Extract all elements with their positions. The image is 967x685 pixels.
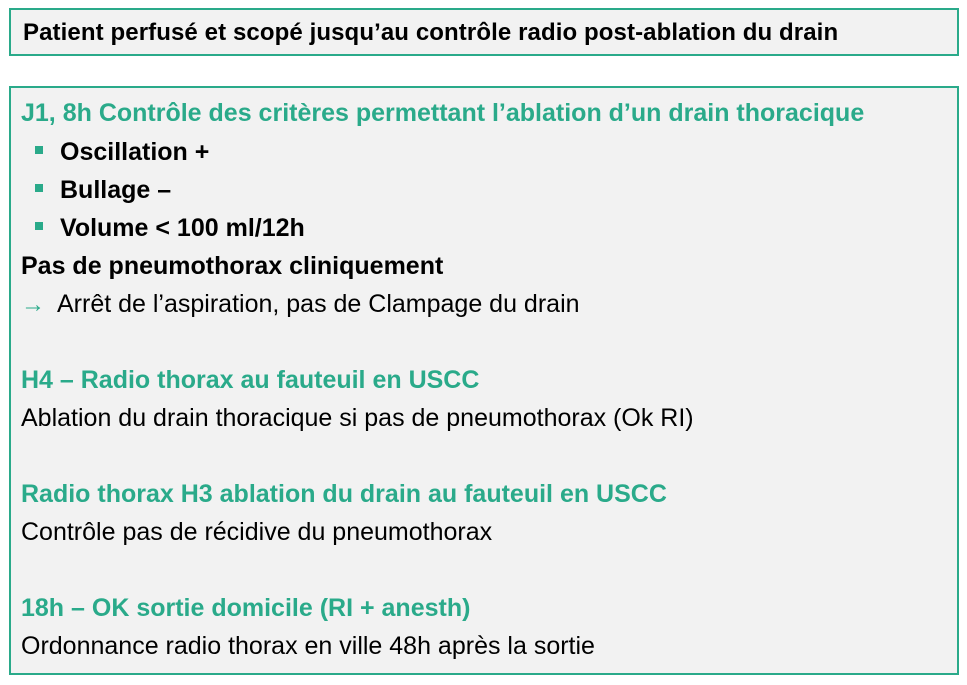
protocol-box: [9, 86, 959, 675]
j1-action: [21, 289, 580, 320]
j1-heading: J1, 8h Contrôle des critères permettant l’ablation d’un drain thoracique: [21, 99, 865, 127]
j1-action-text: Arrêt de l’aspiration, pas de Clampage du drain: [57, 290, 580, 318]
bullet-label: Oscillation +: [60, 138, 210, 166]
bullet-item-bullage: [35, 175, 171, 205]
bullet-label: Volume < 100 ml/12h: [60, 214, 305, 242]
square-bullet-icon: [35, 222, 43, 230]
header-title: Patient perfusé et scopé jusqu’au contrôle radio post-ablation du drain: [23, 19, 839, 46]
bullet-item-volume: [35, 213, 305, 243]
header-box: [9, 8, 959, 56]
discharge-text: Ordonnance radio thorax en ville 48h après la sortie: [21, 632, 595, 660]
h4-text: Ablation du drain thoracique si pas de pneumothorax (Ok RI): [21, 404, 694, 432]
bullet-label: Bullage –: [60, 176, 172, 204]
j1-condition: Pas de pneumothorax cliniquement: [21, 252, 444, 280]
bullet-item-oscillation: [35, 137, 209, 167]
right-arrow-icon: →: [21, 291, 45, 318]
square-bullet-icon: [35, 184, 43, 192]
discharge-heading: 18h – OK sortie domicile (RI + anesth): [21, 594, 471, 622]
square-bullet-icon: [35, 146, 43, 154]
h3-heading: Radio thorax H3 ablation du drain au fauteuil en USCC: [21, 480, 667, 508]
h3-text: Contrôle pas de récidive du pneumothorax: [21, 518, 493, 546]
h4-heading: H4 – Radio thorax au fauteuil en USCC: [21, 366, 480, 394]
